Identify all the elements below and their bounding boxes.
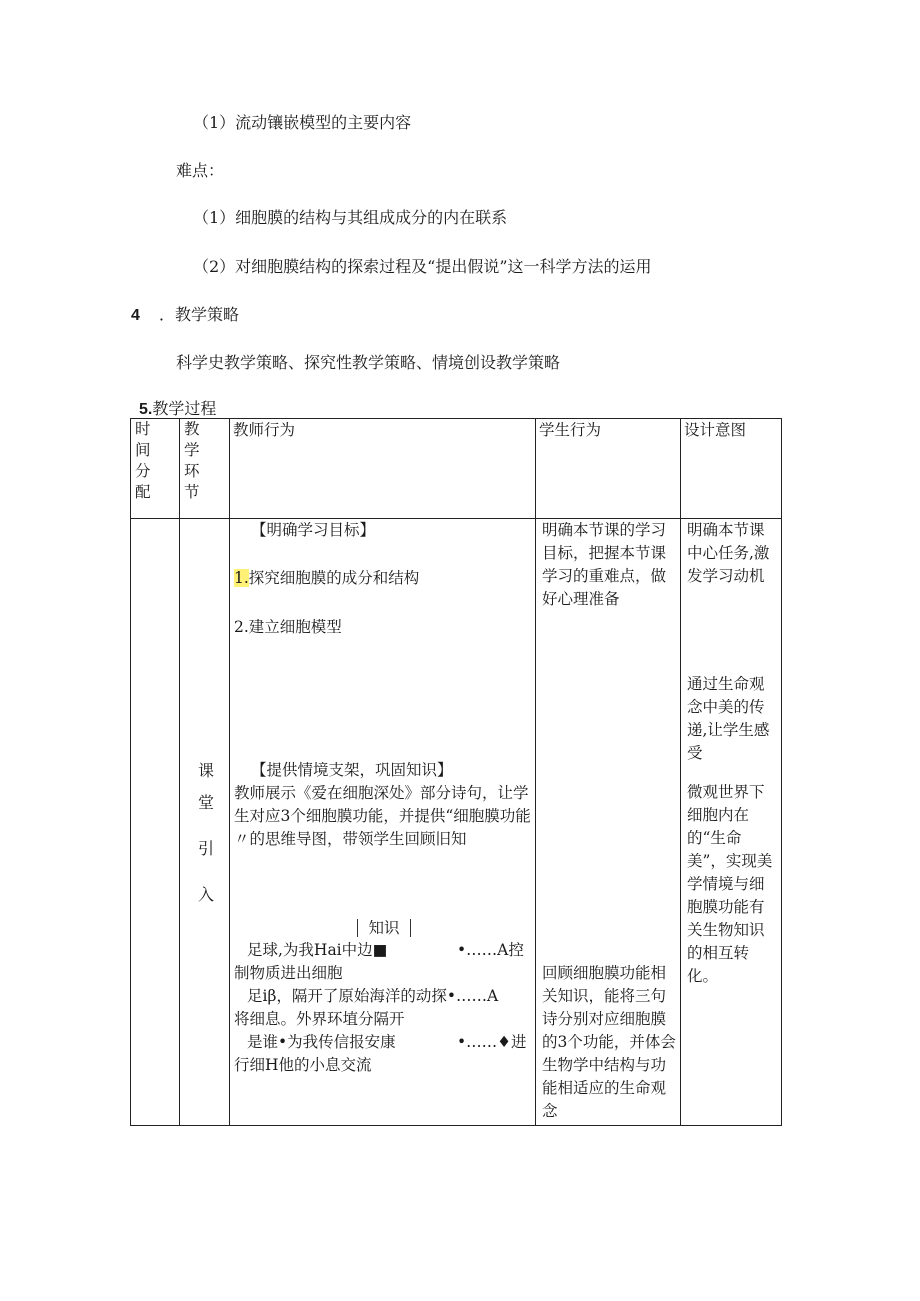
design-block-2: 通过生命观念中美的传递,让学生感受 [687, 675, 770, 762]
stage-char: 入 [197, 885, 214, 904]
knowledge-label: 知识 [357, 919, 411, 937]
table-header-row [131, 419, 782, 519]
poem-3 [247, 1031, 533, 1054]
design-cell [681, 519, 782, 1126]
stage-char: 课 [197, 761, 214, 780]
context-title: 【提供情境支架，巩固知识】 [251, 761, 453, 779]
poem-2-b: 将细息。外界环埴分隔开 [234, 1010, 405, 1028]
poem-2-a: 足iβ，隔开了原始海洋的动探•……A [247, 987, 499, 1005]
key-point-1: （1）流动镶嵌模型的主要内容 [193, 113, 412, 132]
section-5-title: 教学过程 [152, 399, 217, 418]
stage-cell [180, 519, 230, 1126]
goal-1-text: 探究细胞膜的成分和结构 [248, 569, 420, 587]
poem-1-c: 制物质进出细胞 [234, 964, 343, 982]
difficulty-2: （2）对细胞膜结构的探索过程及“提出假说”这一科学方法的运用 [193, 257, 652, 276]
goal-title: 【明确学习目标】 [251, 521, 376, 539]
student-cell [536, 519, 681, 1126]
poem-1 [247, 939, 533, 962]
section-5-heading [139, 399, 216, 420]
teaching-process-table [130, 418, 782, 1126]
design-block-3: 微观世界下细胞内在的“生命美”，实现美学情境与细胞膜功能有关生物知识的相互转化。 [687, 783, 773, 985]
difficulty-1: （1）细胞膜的结构与其组成成分的内在联系 [193, 208, 508, 227]
poem-3-c: 行细H他的小息交流 [234, 1056, 372, 1074]
stage-char: 引 [197, 839, 214, 858]
teacher-cell [230, 519, 536, 1126]
poem-1-b: •……A控 [457, 941, 524, 959]
table-row [131, 519, 782, 1126]
goal-2: 2.建立细胞模型 [234, 618, 342, 636]
poem-1-a: 足球,为我Hai中边■ [247, 941, 388, 959]
goal-1 [234, 567, 533, 590]
design-block-1: 明确本节课中心任务,激发学习动机 [687, 521, 770, 585]
goal-1-number: 1. [234, 569, 249, 587]
stage-char: 堂 [197, 793, 214, 812]
section-4-heading [131, 305, 239, 326]
header-student: 学生行为 [536, 419, 681, 519]
header-design: 设计意图 [681, 419, 782, 519]
time-cell [131, 519, 180, 1126]
poem-3-b: •……♦进 [457, 1033, 527, 1051]
context-text: 教师展示《爱在细胞深处》部分诗句，让学生对应3个细胞膜功能，并提供“细胞膜功能〃的思维导图，带领学生回顾旧知 [234, 784, 531, 848]
header-stage: 教学环节 [180, 419, 230, 519]
student-block-1: 明确本节课的学习目标，把握本节课学习的重难点，做好心理准备 [542, 521, 667, 608]
poem-3-a: 是谁•为我传信报安康 [247, 1033, 396, 1051]
student-block-2: 回顾细胞膜功能相关知识，能将三句诗分别对应细胞膜的3个功能，并体会生物学中结构与功能相适应的生命观念 [542, 964, 676, 1120]
header-time: 时间分配 [131, 419, 180, 519]
difficulty-label: 难点： [176, 161, 225, 180]
header-teacher: 教师行为 [230, 419, 536, 519]
section-5-number: 5. [139, 401, 153, 418]
section-4-content: 科学史教学策略、探究性教学策略、情境创设教学策略 [176, 353, 561, 372]
section-4-title: ．教学策略 [159, 305, 240, 324]
section-4-number: 4 [131, 307, 140, 324]
